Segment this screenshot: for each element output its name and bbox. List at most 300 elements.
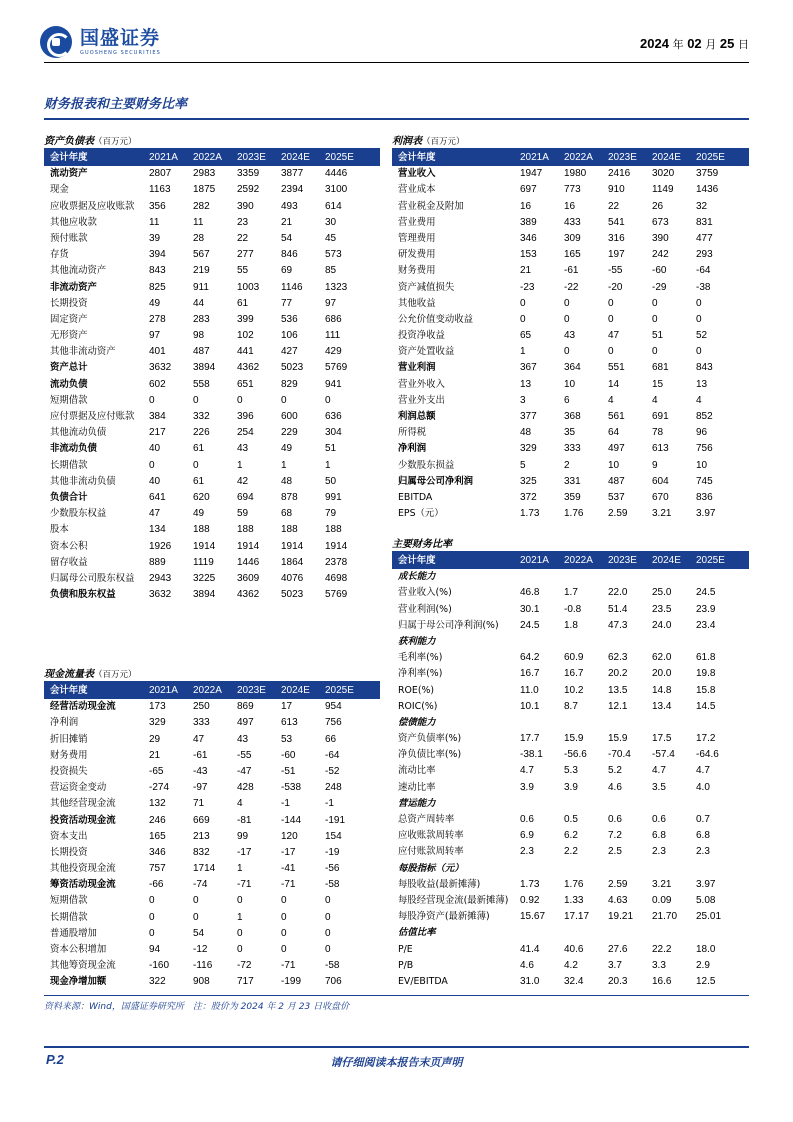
cell-value: 6.8	[652, 830, 666, 842]
cell-value: 20.0	[652, 668, 672, 680]
cell-value: 4.6	[520, 959, 534, 971]
table-header-row	[392, 150, 749, 166]
cell-value: 293	[696, 249, 713, 261]
cell-value: 17.17	[564, 911, 590, 923]
cell-value: 346	[149, 846, 166, 858]
cell-value: 15.9	[608, 733, 628, 745]
table-row	[392, 247, 749, 263]
cell-value: 3.97	[696, 508, 716, 520]
cell-value: 28	[193, 232, 205, 244]
cell-value: 3759	[696, 168, 719, 180]
cell-value: 1436	[696, 184, 719, 196]
row-label: 其他应收款	[50, 216, 97, 228]
row-label: 营业利润(%)	[398, 603, 452, 615]
table-row	[392, 344, 749, 360]
cell-value: 23.4	[696, 619, 716, 631]
cell-value: -71	[281, 960, 296, 972]
cell-value: 614	[325, 200, 342, 212]
cell-value: 277	[237, 249, 254, 261]
cell-value: 13.4	[652, 700, 672, 712]
cell-value: 283	[193, 313, 210, 325]
table-row	[44, 474, 380, 490]
cell-value: 11	[193, 216, 204, 228]
cell-value: 15.67	[520, 911, 546, 923]
cell-value: 30.1	[520, 603, 540, 615]
cell-value: 11.0	[520, 684, 539, 696]
row-label: 其他非流动负债	[50, 475, 116, 487]
brand-name-en: GUOSHENG SECURITIES	[80, 50, 161, 56]
cell-value: 278	[149, 313, 166, 325]
table-row	[392, 393, 749, 409]
cell-value: 22.0	[608, 587, 628, 599]
cell-value: 497	[237, 717, 254, 729]
cell-value: 1.8	[564, 619, 578, 631]
table-row	[392, 312, 749, 328]
cell-value: 13.5	[608, 684, 628, 696]
cell-value: 846	[281, 249, 298, 261]
row-label: ROE(%)	[398, 684, 435, 696]
disclaimer: 请仔细阅读本报告末页声明	[330, 1056, 463, 1069]
cell-value: 219	[193, 265, 210, 277]
cell-value: 188	[237, 524, 254, 536]
cell-value: 25.01	[696, 911, 722, 923]
cell-value: 843	[696, 362, 713, 374]
table-row	[44, 344, 380, 360]
cell-value: 30	[325, 216, 337, 228]
date-year: 2024	[640, 36, 669, 51]
cell-value: 213	[193, 830, 210, 842]
table-row	[392, 780, 749, 796]
cell-value: 0.6	[608, 814, 622, 825]
cell-value: 651	[237, 378, 254, 390]
row-label: 经营活动现金流	[50, 701, 116, 713]
table-subheader-row	[392, 861, 749, 877]
cell-value: 85	[325, 265, 337, 277]
cell-value: 359	[564, 491, 581, 503]
cell-value: 40	[149, 443, 161, 455]
cell-value: 394	[149, 249, 166, 261]
cell-value: 401	[149, 346, 166, 358]
row-label: 投资活动现金流	[50, 814, 116, 826]
cell-value: 2378	[325, 556, 348, 568]
cell-value: 1	[281, 459, 287, 471]
row-label: 营业成本	[398, 184, 436, 196]
cell-value: 64.2	[520, 652, 540, 664]
table-body	[392, 150, 749, 522]
table-row	[44, 328, 380, 344]
cell-value: 551	[608, 362, 625, 374]
cell-value: -199	[281, 976, 302, 988]
cell-value: -17	[237, 846, 252, 858]
cell-value: 756	[696, 443, 713, 455]
cell-value: 51	[325, 443, 337, 455]
cell-value: 49	[193, 508, 205, 520]
cell-value: 68	[281, 508, 293, 520]
table-row	[392, 280, 749, 296]
cell-value: -41	[281, 863, 296, 875]
row-label: 研发费用	[398, 249, 436, 261]
row-label: 估值比率	[398, 927, 436, 939]
cell-value	[520, 569, 564, 585]
table-title-text: 资产负债表	[44, 136, 94, 147]
cell-value: 367	[520, 362, 537, 374]
cell-value: 889	[149, 556, 166, 568]
table-row	[392, 474, 749, 490]
cell-value: 0	[520, 313, 526, 325]
cell-value: 372	[520, 491, 537, 503]
year-header: 2022A	[564, 152, 593, 163]
cell-value: -58	[325, 960, 340, 972]
cell-value: 0	[325, 394, 331, 406]
cell-value: 1914	[281, 540, 304, 552]
cell-value: 0.5	[564, 814, 578, 825]
section-divider	[44, 118, 749, 120]
cell-value: 4362	[237, 362, 260, 374]
table-row	[44, 458, 380, 474]
cell-value: 17.2	[696, 733, 716, 745]
cell-value: 0	[237, 944, 243, 955]
table-row	[392, 425, 749, 441]
table-row	[44, 215, 380, 231]
row-label: 营业税金及附加	[398, 200, 464, 212]
cell-value: 111	[325, 330, 341, 342]
cell-value: -12	[193, 944, 208, 955]
cell-value: 16	[564, 200, 576, 212]
cell-value: 0	[149, 895, 155, 907]
cell-value	[652, 715, 696, 731]
cell-value: 1864	[281, 556, 304, 568]
cell-value: 12.5	[696, 975, 716, 987]
table-row	[392, 506, 749, 522]
cell-value: 1146	[281, 281, 303, 293]
table-row	[44, 571, 380, 587]
cell-value: 4	[608, 394, 614, 406]
cell-value: 825	[149, 281, 166, 293]
table-row	[44, 732, 380, 748]
cell-value: 14	[608, 378, 620, 390]
cell-value: 377	[520, 411, 537, 422]
cell-value: 3020	[652, 168, 675, 180]
cell-value: 47	[149, 508, 161, 520]
cell-value: 836	[696, 491, 713, 503]
cell-value: 66	[325, 733, 337, 745]
cell-value: 24.0	[652, 619, 672, 631]
cell-value: 10	[696, 459, 708, 471]
cell-value: -47	[237, 765, 252, 777]
cell-value: 10.1	[520, 700, 540, 712]
cell-value: 843	[149, 265, 166, 277]
cell-value: 21	[149, 749, 161, 761]
cell-value: -57.4	[652, 749, 675, 761]
table-row	[44, 166, 380, 182]
cell-value: 399	[237, 313, 254, 325]
cell-value: 3.97	[696, 878, 716, 890]
cell-value: 2394	[281, 184, 304, 196]
table-row	[44, 699, 380, 715]
cell-value: 23.9	[696, 603, 716, 615]
cell-value: 3100	[325, 184, 348, 196]
year-header: 2025E	[325, 685, 354, 696]
cell-value: 40.6	[564, 943, 584, 955]
cell-value: 2.3	[520, 846, 534, 858]
cell-value: 0	[281, 911, 287, 923]
cell-value: 0.09	[652, 894, 672, 906]
cell-value: 97	[325, 297, 337, 309]
cell-value: -71	[237, 879, 252, 891]
cell-value: 1163	[149, 184, 171, 196]
cell-value: 1.73	[520, 508, 540, 520]
table-row	[392, 182, 749, 198]
table-row	[392, 666, 749, 682]
row-label: 速动比率	[398, 781, 436, 793]
cell-value: 19.8	[696, 668, 716, 680]
cell-value: -116	[193, 960, 213, 972]
cell-value: 10	[608, 459, 620, 471]
table-row	[392, 731, 749, 747]
cell-value: 22.2	[652, 943, 672, 955]
cell-value: 3632	[149, 589, 172, 601]
cell-value: 78	[652, 427, 664, 439]
cell-value: 869	[237, 701, 254, 713]
cell-value: 52	[696, 330, 708, 342]
cell-value: 0	[237, 927, 243, 939]
cell-value	[608, 925, 652, 941]
row-label: 营业外支出	[398, 394, 445, 406]
cell-value: 487	[193, 346, 210, 358]
cell-value: 59	[237, 508, 249, 520]
row-label: 营运资金变动	[50, 782, 107, 794]
cell-value	[564, 796, 608, 812]
cell-value: 44	[193, 297, 205, 309]
table-row	[392, 199, 749, 215]
row-label: 其他流动资产	[50, 265, 107, 277]
table-row	[392, 441, 749, 457]
cell-value: -55	[237, 749, 252, 761]
year-header: 2022A	[193, 152, 222, 163]
cell-value: 329	[520, 443, 537, 455]
table-title-text: 主要财务比率	[392, 539, 452, 550]
table-row	[44, 296, 380, 312]
cell-value: 0	[149, 927, 155, 939]
table-header-row	[44, 150, 380, 166]
cell-value: 1	[237, 863, 243, 875]
cell-value: -56.6	[564, 749, 587, 761]
cell-value: 5023	[281, 589, 304, 601]
cell-value: 558	[193, 378, 210, 390]
cell-value	[652, 569, 696, 585]
table-row	[392, 877, 749, 893]
row-label: 公允价值变动收益	[398, 313, 474, 325]
cell-value: 0	[149, 459, 155, 471]
cell-value: 254	[237, 427, 254, 439]
cell-value: 697	[520, 184, 537, 196]
table-header-row	[44, 683, 380, 699]
header-label: 会计年度	[398, 152, 436, 163]
row-label: 偿债能力	[398, 716, 436, 728]
cell-value: 0	[608, 313, 614, 325]
income-statement-table	[392, 134, 749, 522]
cell-value: 604	[652, 475, 669, 487]
cell-value: 332	[193, 411, 210, 422]
cell-value: 0	[193, 911, 199, 923]
row-label: 营业收入(%)	[398, 587, 452, 599]
cell-value: 0	[281, 394, 287, 406]
cell-value: 1914	[193, 540, 216, 552]
cell-value: 333	[564, 443, 581, 455]
cell-value: 4	[652, 394, 658, 406]
row-label: 资本公积增加	[50, 944, 107, 955]
table-row	[392, 166, 749, 182]
cell-value	[652, 796, 696, 812]
cell-value	[564, 861, 608, 877]
cell-value: 681	[652, 362, 669, 374]
table-row	[44, 490, 380, 506]
table-title-text: 利润表	[392, 136, 422, 147]
cell-value: 120	[281, 830, 298, 842]
table-row	[44, 926, 380, 942]
cell-value: 1.76	[564, 508, 584, 520]
cell-value: 0	[652, 297, 658, 309]
cell-value: -56	[325, 863, 340, 875]
cell-value: 14.5	[696, 700, 716, 712]
cell-value: 487	[608, 475, 625, 487]
cell-value	[608, 715, 652, 731]
date-day-unit: 日	[738, 38, 749, 51]
cell-value: 756	[325, 717, 342, 729]
cell-value: 0	[325, 911, 331, 923]
cell-value: 2.59	[608, 508, 628, 520]
table-row	[44, 780, 380, 796]
row-label: EBITDA	[398, 491, 433, 503]
cell-value	[564, 634, 608, 650]
row-label: 资产减值损失	[398, 281, 455, 293]
cell-value: 50	[325, 475, 337, 487]
cell-value: 6.9	[520, 830, 534, 842]
cell-value: 333	[193, 717, 210, 729]
cell-value: -19	[325, 846, 340, 858]
cell-value: 24.5	[696, 587, 716, 599]
cell-value: -61	[193, 749, 208, 761]
header-divider	[44, 62, 749, 63]
cell-value: -58	[325, 879, 340, 891]
table-row	[44, 877, 380, 893]
cell-value: 0	[564, 346, 570, 358]
table-body	[392, 553, 749, 990]
cell-value: 2983	[193, 168, 216, 180]
table-row	[44, 409, 380, 425]
cell-value: -74	[193, 879, 208, 891]
cell-value: -160	[149, 960, 170, 972]
cell-value: 0.6	[520, 814, 534, 825]
row-label: 营业外收入	[398, 378, 445, 390]
table-row	[44, 748, 380, 764]
cell-value: 29	[149, 733, 161, 745]
cell-value: 4.7	[696, 765, 710, 777]
cell-value: 304	[325, 427, 342, 439]
cell-value: 0.92	[520, 894, 540, 906]
cell-value: 10.2	[564, 684, 584, 696]
table-row	[392, 844, 749, 860]
cell-value: -144	[281, 814, 302, 826]
cell-value: 19.21	[608, 911, 634, 923]
cell-value: 226	[193, 427, 210, 439]
cell-value: 25.0	[652, 587, 672, 599]
cell-value: 4.0	[696, 781, 710, 793]
cell-value: 4.7	[652, 765, 666, 777]
cell-value: 5769	[325, 589, 348, 601]
cell-value: 6	[564, 394, 570, 406]
cell-value: 537	[608, 491, 625, 503]
row-label: 财务费用	[398, 265, 436, 277]
cell-value: 99	[237, 830, 249, 842]
cell-value: 0	[564, 297, 570, 309]
cell-value: 102	[237, 330, 254, 342]
table-title	[392, 134, 749, 150]
cell-value: 12.1	[608, 700, 628, 712]
cell-value	[608, 861, 652, 877]
cell-value: 613	[652, 443, 669, 455]
cell-value: 2.5	[608, 846, 622, 858]
cell-value: 22	[608, 200, 620, 212]
table-row	[392, 458, 749, 474]
cell-value: 94	[149, 944, 161, 955]
table-row	[392, 812, 749, 828]
table-title-text: 现金流量表	[44, 669, 94, 680]
cell-value: 1914	[325, 540, 348, 552]
cell-value: 15	[652, 378, 664, 390]
cell-value: 61	[193, 475, 205, 487]
row-label: 其他筹资现金流	[50, 960, 116, 972]
cell-value: 134	[149, 524, 166, 536]
table-row	[44, 231, 380, 247]
cell-value: 217	[149, 427, 166, 439]
cell-value: 0	[149, 911, 155, 923]
cell-value: 2.9	[696, 959, 710, 971]
cell-value: 641	[149, 491, 166, 503]
cell-value: 1947	[520, 168, 543, 180]
table-title	[392, 537, 749, 553]
row-label: 营业收入	[398, 168, 436, 180]
cell-value: 441	[237, 346, 254, 358]
cell-value: -65	[149, 765, 164, 777]
cell-value: 173	[149, 701, 166, 713]
table-row	[44, 393, 380, 409]
cell-value: 0	[325, 895, 331, 907]
table-row	[392, 893, 749, 909]
row-label: 其他投资现金流	[50, 863, 116, 875]
cell-value: 5	[520, 459, 526, 471]
row-label: 无形资产	[50, 330, 88, 342]
cell-value: 39	[149, 232, 161, 244]
cell-value: 0	[193, 895, 199, 907]
cell-value: 17	[281, 701, 293, 713]
table-subheader-row	[392, 715, 749, 731]
year-header: 2024E	[281, 152, 310, 163]
year-header: 2024E	[281, 685, 310, 696]
cell-value: 1.7	[564, 587, 578, 599]
cell-value: 497	[608, 443, 625, 455]
cell-value: 15.8	[696, 684, 716, 696]
table-row	[44, 247, 380, 263]
row-label: 资产处置收益	[398, 346, 455, 358]
cell-value: 229	[281, 427, 298, 439]
cell-value: 620	[193, 491, 210, 503]
cash-flow-table	[44, 667, 380, 991]
cell-value: 0	[193, 459, 199, 471]
cell-value: -55	[608, 265, 623, 277]
cell-value	[520, 861, 564, 877]
cell-value: 42	[237, 475, 249, 487]
